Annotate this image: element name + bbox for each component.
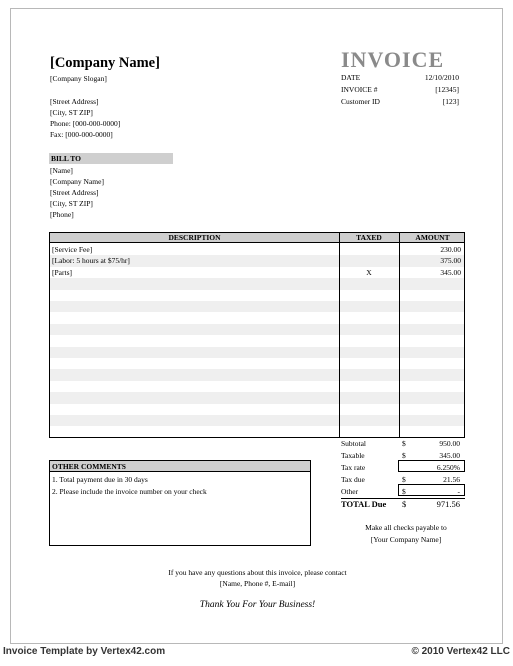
amount-header: AMOUNT (415, 233, 450, 242)
date-value[interactable]: 12/10/2010 (424, 73, 459, 82)
other-comments-heading: OTHER COMMENTS (50, 461, 310, 472)
tax-rate-value[interactable]: 6.250% (436, 463, 460, 472)
footer-right-copyright: © 2010 Vertex42 LLC (411, 646, 510, 657)
company-slogan: [Company Slogan] (50, 74, 107, 83)
customer-id-label: Customer ID (341, 97, 380, 106)
taxed-column-divider (339, 233, 340, 437)
other-box[interactable] (398, 484, 465, 496)
tax-rate-label: Tax rate (341, 463, 366, 472)
table-row[interactable] (50, 312, 464, 323)
taxable-value: 345.00 (439, 451, 460, 460)
table-row[interactable] (50, 278, 464, 289)
payable-line-1: Make all checks payable to (365, 523, 447, 532)
customer-id-value[interactable]: [123] (442, 97, 459, 106)
table-row[interactable] (50, 347, 464, 358)
taxable-currency: $ (402, 451, 406, 460)
table-row[interactable] (50, 267, 464, 278)
contact-line-1: If you have any questions about this invoice, please contact (168, 568, 347, 577)
bill-to-company[interactable]: [Company Name] (50, 177, 104, 186)
amount-column-divider (399, 233, 400, 437)
other-label: Other (341, 487, 359, 496)
table-row[interactable] (50, 381, 464, 392)
payable-line-2: [Your Company Name] (370, 535, 442, 544)
subtotal-currency: $ (402, 439, 406, 448)
table-row[interactable] (50, 290, 464, 301)
table-row[interactable] (50, 426, 464, 437)
date-label: DATE (341, 73, 361, 82)
subtotal-value: 950.00 (439, 439, 460, 448)
taxed-header: TAXED (356, 233, 382, 242)
tax-due-currency: $ (402, 475, 406, 484)
table-row[interactable] (50, 335, 464, 346)
table-row[interactable] (50, 392, 464, 403)
bill-to-street[interactable]: [Street Address] (50, 188, 99, 197)
table-row[interactable] (50, 404, 464, 415)
table-row[interactable] (50, 324, 464, 335)
item-description[interactable]: [Parts] (52, 267, 72, 277)
subtotal-label: Subtotal (341, 439, 367, 448)
description-header: DESCRIPTION (168, 233, 221, 242)
tax-due-label: Tax due (341, 475, 365, 484)
tax-due-value: 21.56 (443, 475, 460, 484)
bill-to-name[interactable]: [Name] (50, 166, 73, 175)
footer-left-credit: Invoice Template by Vertex42.com (3, 646, 166, 657)
company-name: [Company Name] (50, 55, 160, 71)
company-phone: Phone: [000-000-0000] (50, 119, 121, 128)
item-amount[interactable]: 375.00 (440, 256, 461, 266)
table-row[interactable] (50, 369, 464, 380)
table-row[interactable] (50, 301, 464, 312)
taxable-label: Taxable (341, 451, 365, 460)
invoice-number-label: INVOICE # (341, 85, 378, 94)
items-table (49, 232, 465, 438)
invoice-number-value[interactable]: [12345] (435, 85, 459, 94)
thank-you-message: Thank You For Your Business! (199, 600, 316, 610)
items-header-row (50, 233, 464, 243)
table-row[interactable] (50, 255, 464, 266)
other-currency: $ (402, 487, 406, 496)
item-taxed[interactable]: X (366, 267, 372, 277)
bill-to-heading: BILL TO (49, 153, 173, 164)
comment-line-1[interactable]: 1. Total payment due in 30 days (52, 475, 148, 484)
company-city: [City, ST ZIP] (50, 108, 93, 117)
company-street: [Street Address] (50, 97, 99, 106)
other-value[interactable]: - (457, 487, 460, 496)
contact-line-2: [Name, Phone #, E-mail] (219, 579, 296, 588)
item-description[interactable]: [Service Fee] (52, 245, 93, 254)
total-due-currency: $ (402, 499, 407, 509)
table-row[interactable] (50, 415, 464, 426)
item-amount[interactable]: 345.00 (440, 267, 461, 277)
item-description[interactable]: [Labor: 5 hours at $75/hr] (52, 256, 130, 266)
total-due-label: TOTAL Due (341, 499, 387, 509)
invoice-title: INVOICE (341, 47, 445, 72)
company-fax: Fax: [000-000-0000] (50, 130, 113, 139)
other-comments-box (49, 460, 311, 546)
comment-line-2[interactable]: 2. Please include the invoice number on your check (52, 487, 207, 496)
invoice-page (10, 8, 503, 644)
table-row[interactable] (50, 358, 464, 369)
total-due-value: 971.56 (436, 499, 460, 509)
bill-to-phone[interactable]: [Phone] (50, 210, 74, 219)
item-amount[interactable]: 230.00 (440, 245, 461, 254)
bill-to-city[interactable]: [City, ST ZIP] (50, 199, 93, 208)
table-row[interactable] (50, 244, 464, 255)
